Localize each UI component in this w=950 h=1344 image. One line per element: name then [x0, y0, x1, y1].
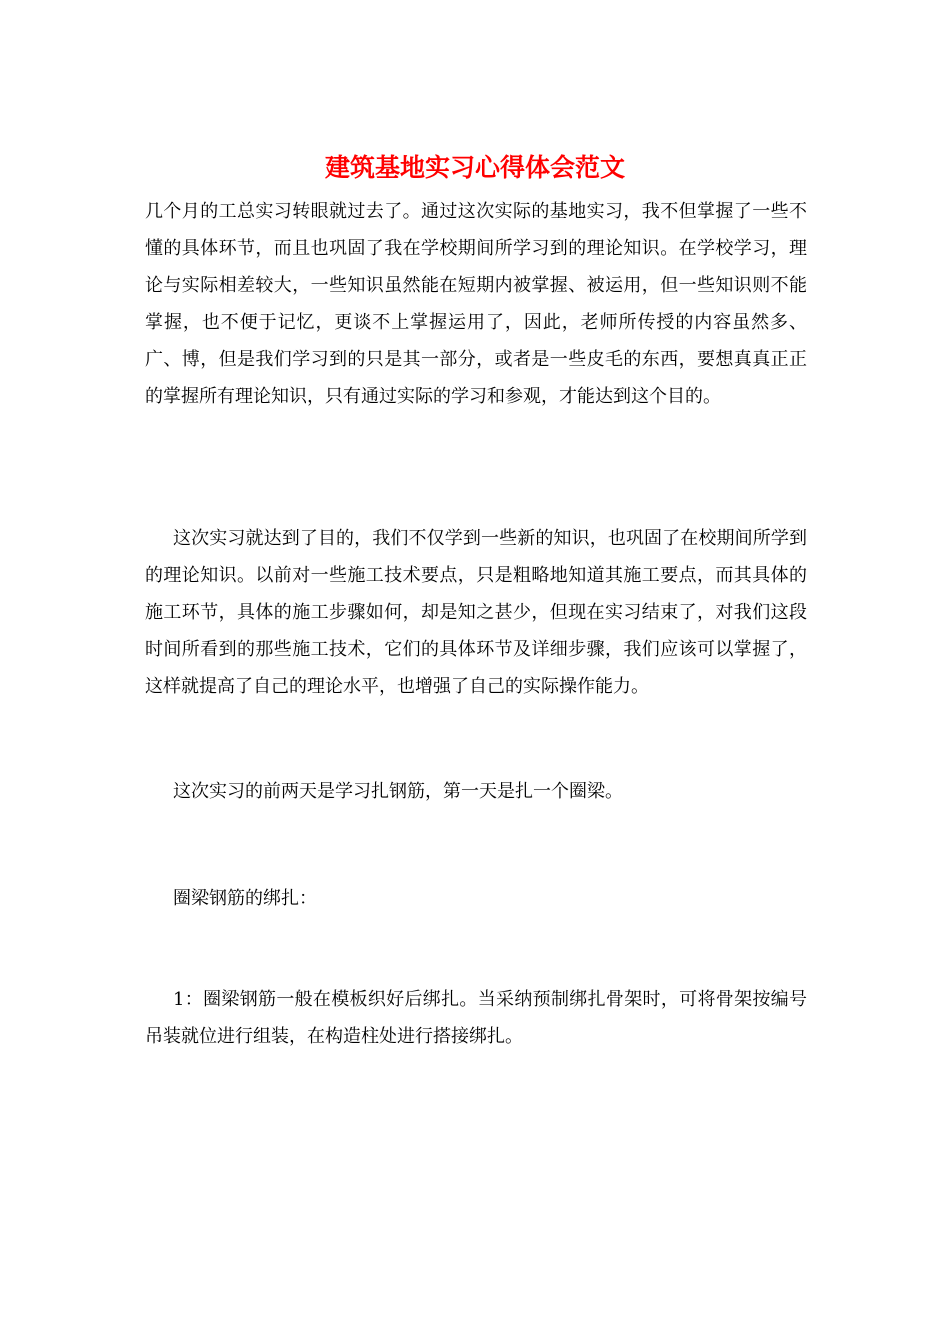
document-title: 建筑基地实习心得体会范文: [324, 153, 625, 182]
paragraph-goal: 这次实习就达到了目的，我们不仅学到一些新的知识，也巩固了在校期间所学到的理论知识。以前对一些施工技术要点，只是粗略地知道其施工要点，而其具体的施工环节，具体的施工步骤如何，却是知之甚少，但现在实习结束了，对我们这段时间所看到的那些施工技术，它们的具体环节及详细步骤，我们应该可以掌握了，这样就提高了自己的理论水平，也增强了自己的实际操作能力。: [145, 528, 807, 697]
paragraph-ring-beam-step-1: 1：圈梁钢筋一般在模板织好后绑扎。当采纳预制绑扎骨架时，可将骨架按编号吊装就位进行组装，在构造柱处进行搭接绑扎。: [145, 989, 807, 1047]
paragraph-intro: 几个月的工总实习转眼就过去了。通过这次实际的基地实习，我不但掌握了一些不懂的具体环节，而且也巩固了我在学校期间所学习到的理论知识。在学校学习，理论与实际相差较大，一些知识虽然能在短期内被掌握、被运用，但一些知识则不能掌握，也不便于记忆，更谈不上掌握运用了，因此，老师所传授的内容虽然多、广、博，但是我们学习到的只是其一部分，或者是一些皮毛的东西，要想真真正正的掌握所有理论知识，只有通过实际的学习和参观，才能达到这个目的。: [145, 201, 807, 407]
paragraph-ring-beam-heading: 圈梁钢筋的绑扎：: [173, 888, 317, 909]
paragraph-first-days: 这次实习的前两天是学习扎钢筋，第一天是扎一个圈梁。: [173, 781, 623, 802]
